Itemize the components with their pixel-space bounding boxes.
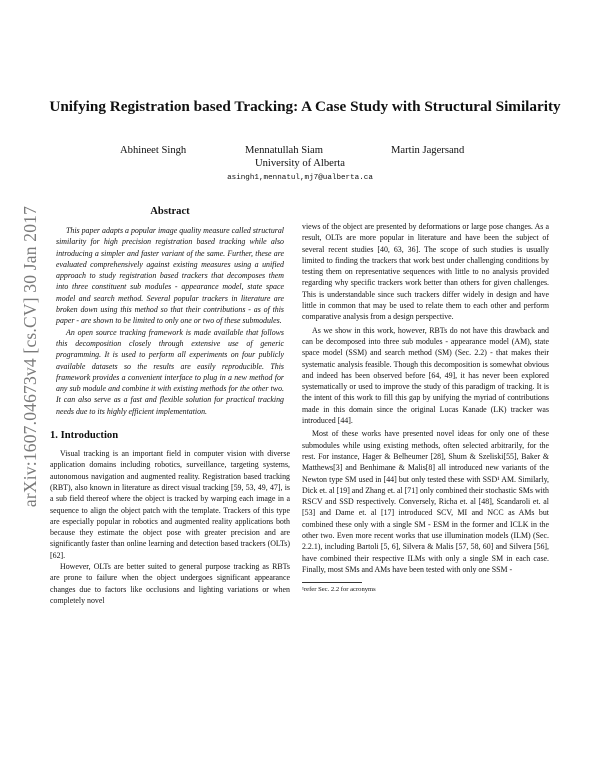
paper-title: Unifying Registration based Tracking: A Case Study with Structural Similarity [49, 98, 561, 115]
right-paragraph-3: Most of these works have presented novel ideas for only one of these submodules while using existing methods, often selected arbitrarily, for the rest. For instance, Hager & Belheumer [28], Shum & Szeliski[55], Baker & Matthews[3] and Benhimane & Malis[8] all introduced new variants of the Newton type SM used in [44] but only tested these with SSD¹ AM. Similarly, Dick et. al [19] and Zhang et. al [71] only combined their stochastic SMs with RSCV and SSD respectively. Conversely, Richa et. al [48], Scandaroli et. al [53] and Dame et. al [17] introduced SCV, MI and NCC as AMs but combined these only with a single SM - ESM in the former and ICLK in the other two. Even more recent works that use illumination models (ILM) (Sec. 2.2.1), including Bartoli [5, 6], Silvera & Malis [57, 58, 60] and Silvera [56], have combined their respective ILMs with only a single SM in each case. Finally, most SMs and AMs have been tested with only one SSM - [302, 429, 549, 574]
right-column [302, 221, 549, 594]
footnote-divider [302, 582, 362, 583]
author-2: Mennatullah Siam [245, 145, 323, 156]
right-paragraph-2: As we show in this work, however, RBTs do not have this drawback and can be decomposed into three sub modules - appearance model (AM), state space model (SSM) and search method (SM) (Sec. 2.2) - that makes their systematic analysis feasible. Though this decomposition is somewhat obvious and indeed has been observed before [64, 49], it has never been explored systematically or used to improve the study of this paradigm of tracking. It is the intent of this work to fill this gap by unifying the myriad of contributions made in this domain since the original Lucas Kanade (LK) tracker was introduced [44]. [302, 325, 549, 426]
author-emails: asingh1,mennatul,mj7@ualberta.ca [227, 174, 373, 182]
arxiv-identifier-sidebar [8, 186, 54, 526]
abstract-heading: Abstract [150, 206, 190, 217]
right-paragraph-1: views of the object are presented by deformations or large pose changes. As a result, OLTs are more popular in literature and have been the subject of several recent studies [40, 63, 36]. The scope of such studies is usually limited to finding the trackers that work best under challenging conditions by testing them on representative sequences with little to no analysis provided regarding why specific trackers work better than others for given challenges. This is understandable since such trackers differ widely in design and have little in common that may be used to relate them to each other and perform comparative analysis from a design perspective. [302, 222, 549, 322]
introduction-paragraph-1: Visual tracking is an important field in computer vision with diverse application domains including robotics, surveillance, targeting systems, autonomous navigation and augmented reality. Registration based tracking (RBT), also known in literature as direct visual tracking [59, 53, 49, 47], is a sub field thereof where the object is tracked by warping each image in a sequence to align the object patch with the template. Trackers of this type are especially popular in robotics and augmented reality applications both because they estimate the object pose with greater precision and are significantly faster than online learning and detection based trackers (OLTs) [62]. [50, 449, 290, 560]
author-3: Martin Jagersand [391, 145, 465, 156]
affiliation: University of Alberta [254, 158, 346, 169]
introduction-heading: 1. Introduction [50, 430, 119, 442]
left-column [50, 206, 290, 606]
abstract-paragraph-1: This paper adapts a popular image quality measure called structural similarity for high precision registration based tracking while also introducing a simpler and faster variant of the same. Further, these are evaluated comprehensively against existing measures using a unified approach to study registration based trackers that decomposes them into three constituent sub modules - appearance model, state space model and search method. Several popular trackers in literature are broken down using this method so that their contributions - as of this paper - are shown to be limited to only one or two of these submodules. [56, 226, 284, 326]
abstract-paragraph-2: An open source tracking framework is made available that follows this decomposition closely through extensive use of generic programming. It is used to perform all experiments on four publicly available datasets so the results are easily reproducible. This framework provides a convenient interface to plug in a new method for any sub module and combine it with existing methods for the other two. It can also serve as a fast and flexible solution for practical tracking needs due to its highly efficient implementation. [56, 327, 284, 416]
author-1: Abhineet Singh [120, 145, 187, 156]
footnote: ¹refer Sec. 2.2 for acronyms [302, 586, 376, 594]
arxiv-id: arXiv:1607.04673v4 [cs.CV] 30 Jan 2017 [20, 205, 41, 507]
introduction-paragraph-2: However, OLTs are better suited to general purpose tracking as RBTs are prone to failure when the object undergoes significant appearance changes due to factors like occlusions and lighting variations or when completely novel [50, 562, 290, 605]
